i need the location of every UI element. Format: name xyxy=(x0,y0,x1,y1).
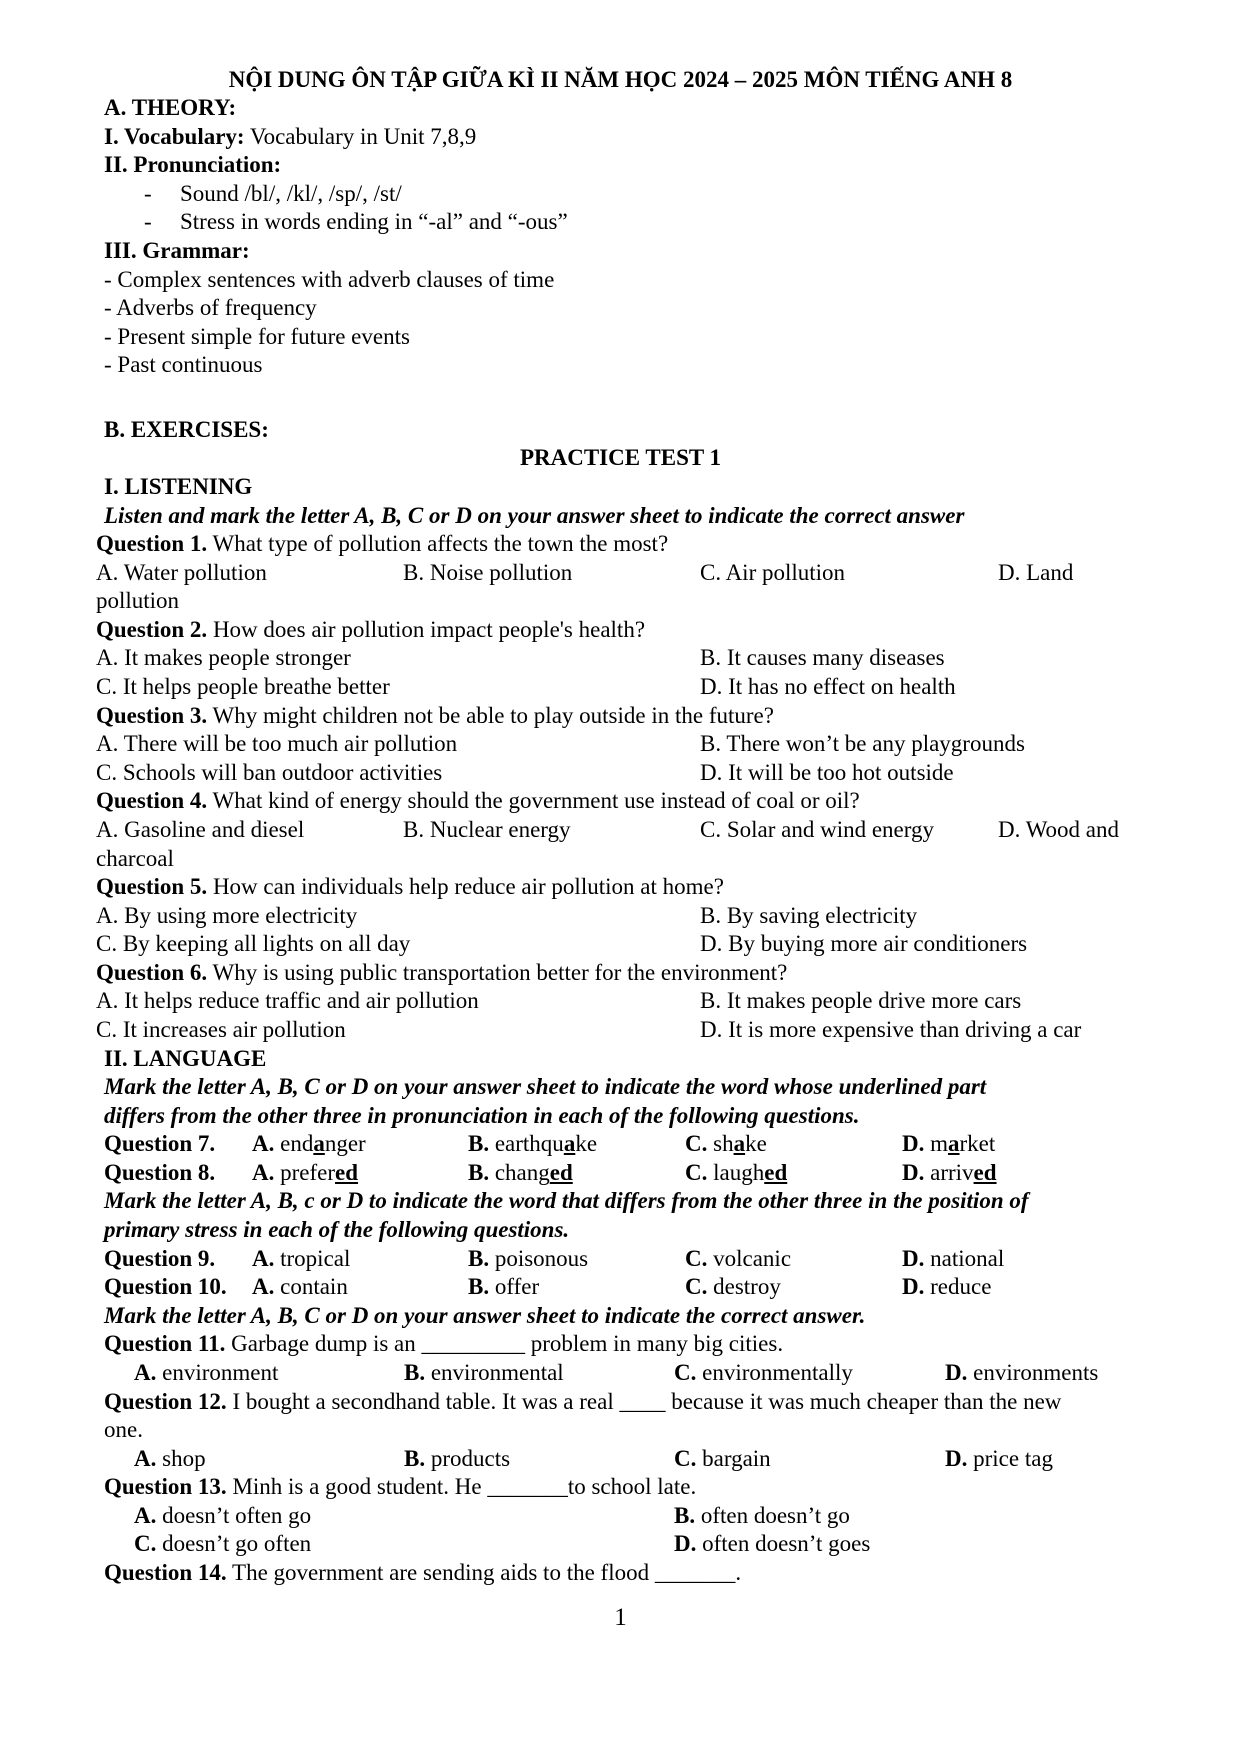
option-b: B. There won’t be any playgrounds xyxy=(700,731,1025,756)
underlined-part: a xyxy=(948,1131,960,1156)
list-bullet: - xyxy=(144,181,152,206)
option-c: C. Schools will ban outdoor activities xyxy=(96,760,443,785)
question-7-label: Question 7. xyxy=(104,1131,216,1156)
option-b: B. poisonous xyxy=(468,1246,589,1271)
question-6 xyxy=(96,959,787,987)
option-c: C. destroy xyxy=(685,1274,781,1299)
question-text: What kind of energy should the government use instead of coal or oil? xyxy=(207,788,860,813)
grammar-item: - Complex sentences with adverb clauses of time xyxy=(104,267,555,292)
underlined-part: ed xyxy=(764,1160,788,1185)
pronunciation-instruction-continued: differs from the other three in pronunciation in each of the following questions. xyxy=(104,1103,860,1128)
stress-instruction-continued: primary stress in each of the following questions. xyxy=(104,1217,570,1242)
question-label: Question 14. xyxy=(104,1560,227,1585)
question-11 xyxy=(104,1330,783,1358)
option-c: C. It helps people breathe better xyxy=(96,674,390,699)
option-c: C. Solar and wind energy xyxy=(700,817,935,842)
grammar-heading: III. Grammar: xyxy=(104,238,250,263)
option-d: D. reduce xyxy=(902,1274,992,1299)
question-5 xyxy=(96,873,724,901)
option-c: C. shake xyxy=(685,1131,767,1156)
question-3 xyxy=(96,702,774,730)
question-label: Question 5. xyxy=(96,874,208,899)
option-d: D. Land xyxy=(998,560,1074,585)
option-c: C. laughed xyxy=(685,1160,788,1185)
underlined-part: ed xyxy=(335,1160,359,1185)
option-b: B. environmental xyxy=(404,1360,564,1385)
option-c: C. environmentally xyxy=(674,1360,853,1385)
option-d: D. It is more expensive than driving a car xyxy=(700,1017,1082,1042)
question-4 xyxy=(96,787,860,815)
grammar-item: - Present simple for future events xyxy=(104,324,410,349)
question-13 xyxy=(104,1473,696,1501)
question-label: Question 13. xyxy=(104,1474,227,1499)
vocabulary-line xyxy=(104,123,476,151)
underlined-part: ed xyxy=(973,1160,997,1185)
option-c: C. doesn’t go often xyxy=(134,1531,312,1556)
option-d-continued: charcoal xyxy=(96,846,174,871)
option-b: B. Noise pollution xyxy=(403,560,573,585)
question-text: Why might children not be able to play outside in the future? xyxy=(207,703,774,728)
option-d: D. environments xyxy=(945,1360,1099,1385)
option-a: A. endanger xyxy=(252,1131,366,1156)
question-12-continued: one. xyxy=(104,1417,143,1442)
question-label: Question 2. xyxy=(96,617,208,642)
underlined-part: a xyxy=(733,1131,746,1156)
underlined-part: a xyxy=(313,1131,325,1156)
question-text: Garbage dump is an _________ problem in many big cities. xyxy=(225,1331,784,1356)
option-a: A. Gasoline and diesel xyxy=(96,817,305,842)
question-text: How can individuals help reduce air pollution at home? xyxy=(207,874,724,899)
question-12 xyxy=(104,1388,1061,1416)
listening-instruction: Listen and mark the letter A, B, C or D on your answer sheet to indicate the correct answer xyxy=(104,503,965,528)
option-d: D. market xyxy=(902,1131,996,1156)
page-title: NỘI DUNG ÔN TẬP GIỮA KÌ II NĂM HỌC 2024 – 2025 MÔN TIẾNG ANH 8 xyxy=(228,67,1013,92)
question-label: Question 11. xyxy=(104,1331,226,1356)
option-a: A. shop xyxy=(134,1446,206,1471)
question-text: What type of pollution affects the town the most? xyxy=(207,531,669,556)
question-text: I bought a secondhand table. It was a real ____ because it was much cheaper than the new xyxy=(226,1389,1062,1414)
option-d: D. It has no effect on health xyxy=(700,674,956,699)
question-14 xyxy=(104,1559,741,1587)
pronunciation-instruction: Mark the letter A, B, C or D on your answer sheet to indicate the word whose underlined part xyxy=(104,1074,987,1099)
theory-heading: A. THEORY: xyxy=(104,95,237,120)
option-a: A. environment xyxy=(134,1360,279,1385)
question-label: Question 3. xyxy=(96,703,208,728)
option-d: D. It will be too hot outside xyxy=(700,760,954,785)
option-d-continued: pollution xyxy=(96,588,180,613)
correct-answer-instruction: Mark the letter A, B, C or D on your answer sheet to indicate the correct answer. xyxy=(104,1303,866,1328)
option-d: D. price tag xyxy=(945,1446,1053,1471)
question-1 xyxy=(96,530,668,558)
option-a: A. It helps reduce traffic and air pollution xyxy=(96,988,479,1013)
option-b: B. offer xyxy=(468,1274,540,1299)
list-bullet: - xyxy=(144,209,152,234)
option-a: A. tropical xyxy=(252,1246,351,1271)
option-a: A. prefered xyxy=(252,1160,359,1185)
grammar-item: - Adverbs of frequency xyxy=(104,295,317,320)
option-b: B. By saving electricity xyxy=(700,903,918,928)
vocabulary-text: Vocabulary in Unit 7,8,9 xyxy=(244,124,477,149)
pronunciation-item: Sound /bl/, /kl/, /sp/, /st/ xyxy=(180,181,402,206)
question-label: Question 4. xyxy=(96,788,208,813)
question-2 xyxy=(96,616,645,644)
option-a: A. By using more electricity xyxy=(96,903,358,928)
question-text: The government are sending aids to the flood _______. xyxy=(226,1560,742,1585)
question-9-label: Question 9. xyxy=(104,1246,216,1271)
underlined-part: ed xyxy=(549,1160,573,1185)
question-text: Why is using public transportation better for the environment? xyxy=(207,960,788,985)
question-10-label: Question 10. xyxy=(104,1274,227,1299)
question-label: Question 6. xyxy=(96,960,208,985)
option-a: A. It makes people stronger xyxy=(96,645,351,670)
vocabulary-label: I. Vocabulary: xyxy=(104,124,245,149)
pronunciation-item: Stress in words ending in “-al” and “-ous” xyxy=(180,209,568,234)
option-b: B. earthquake xyxy=(468,1131,598,1156)
grammar-item: - Past continuous xyxy=(104,352,263,377)
question-label: Question 1. xyxy=(96,531,208,556)
exercises-heading: B. EXERCISES: xyxy=(104,417,269,442)
stress-instruction: Mark the letter A, B, c or D to indicate the word that differs from the other three in the position of xyxy=(104,1188,1029,1213)
option-b: B. changed xyxy=(468,1160,573,1185)
option-c: C. It increases air pollution xyxy=(96,1017,346,1042)
question-text: How does air pollution impact people's health? xyxy=(207,617,646,642)
option-a: A. doesn’t often go xyxy=(134,1503,312,1528)
page-number: 1 xyxy=(614,1604,627,1631)
option-b: B. products xyxy=(404,1446,511,1471)
question-8-label: Question 8. xyxy=(104,1160,216,1185)
option-b: B. Nuclear energy xyxy=(403,817,571,842)
language-heading: II. LANGUAGE xyxy=(104,1046,267,1071)
question-label: Question 12. xyxy=(104,1389,227,1414)
option-b: B. It causes many diseases xyxy=(700,645,945,670)
option-d: D. arrived xyxy=(902,1160,997,1185)
pronunciation-heading: II. Pronunciation: xyxy=(104,152,282,177)
option-c: C. By keeping all lights on all day xyxy=(96,931,411,956)
option-d: D. often doesn’t goes xyxy=(674,1531,871,1556)
option-b: B. It makes people drive more cars xyxy=(700,988,1022,1013)
question-text: Minh is a good student. He _______to school late. xyxy=(226,1474,697,1499)
listening-heading: I. LISTENING xyxy=(104,474,253,499)
option-d: D. Wood and xyxy=(998,817,1120,842)
practice-test-title: PRACTICE TEST 1 xyxy=(519,445,722,470)
option-b: B. often doesn’t go xyxy=(674,1503,850,1528)
option-a: A. There will be too much air pollution xyxy=(96,731,458,756)
underlined-part: a xyxy=(563,1131,576,1156)
option-d: D. national xyxy=(902,1246,1005,1271)
option-c: C. Air pollution xyxy=(700,560,846,585)
option-a: A. Water pollution xyxy=(96,560,267,585)
option-c: C. bargain xyxy=(674,1446,771,1471)
option-d: D. By buying more air conditioners xyxy=(700,931,1028,956)
option-c: C. volcanic xyxy=(685,1246,792,1271)
option-a: A. contain xyxy=(252,1274,348,1299)
